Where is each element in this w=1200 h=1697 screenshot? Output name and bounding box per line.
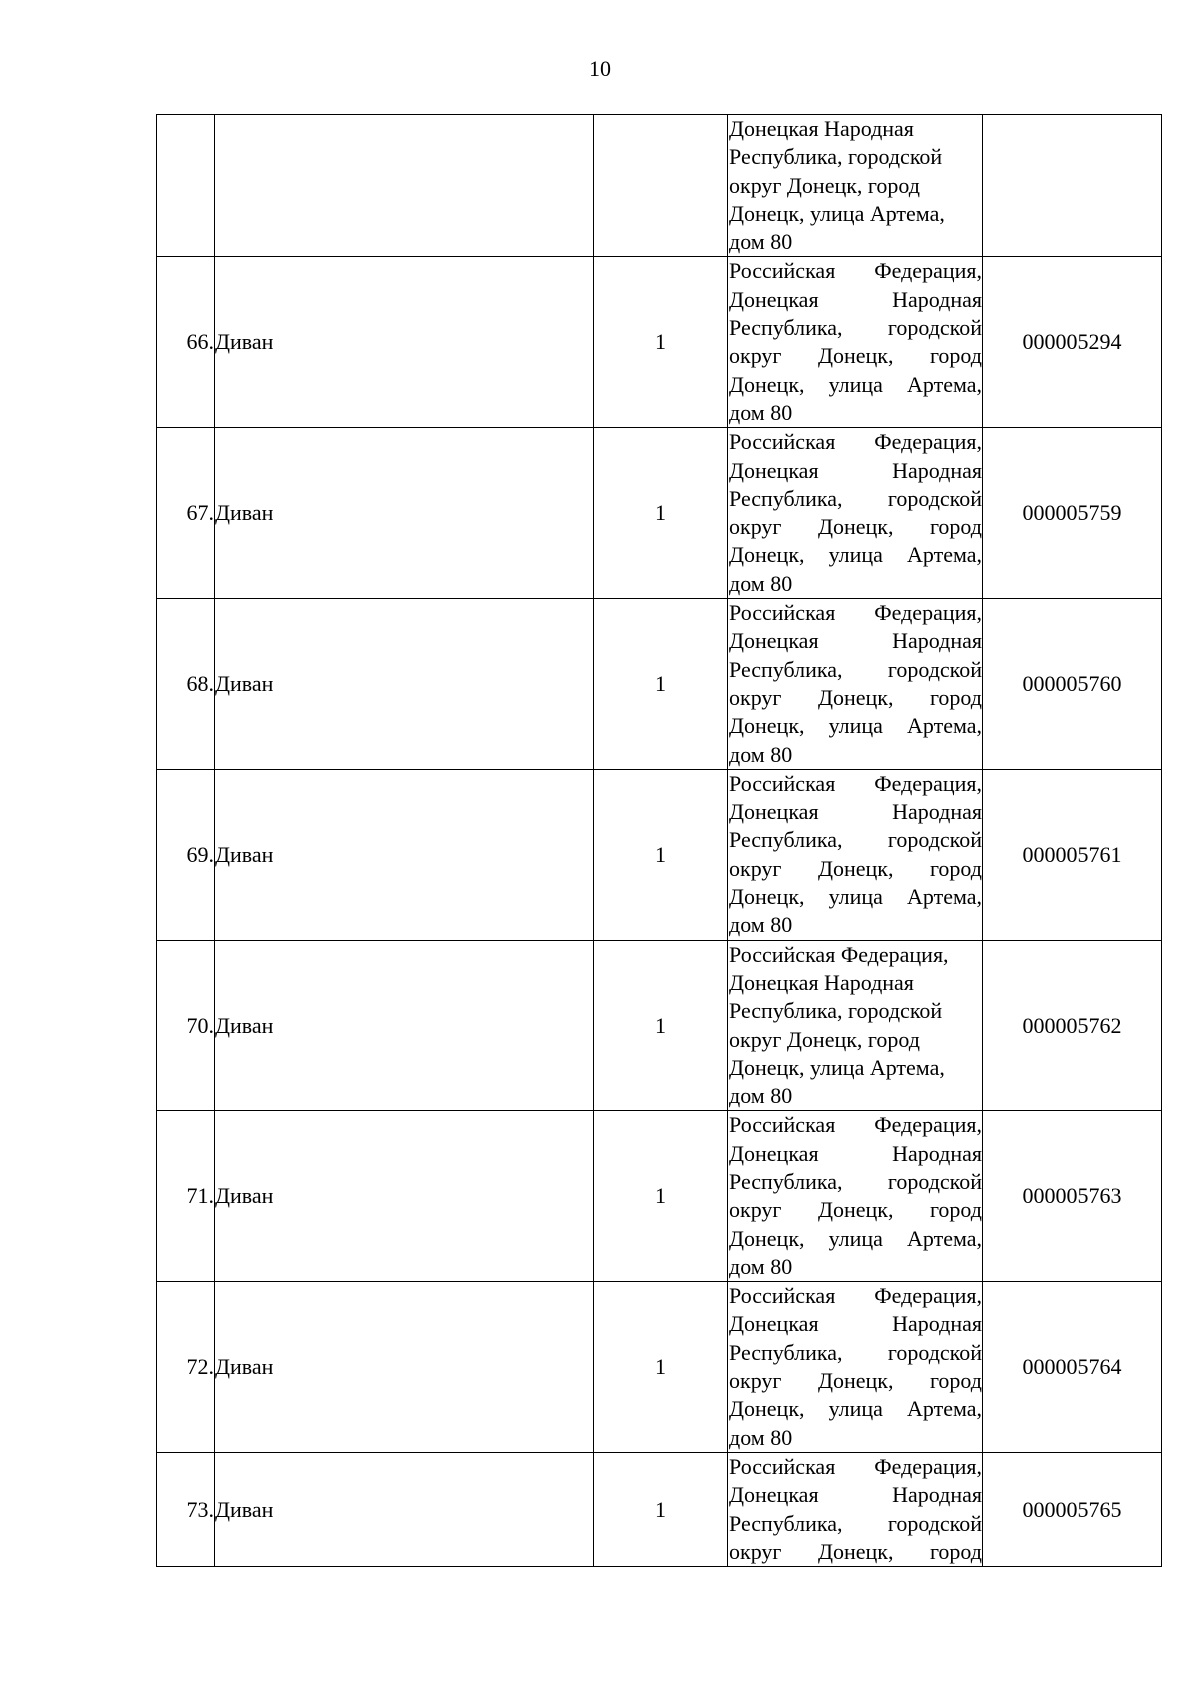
table-row: [157, 599, 1162, 770]
quantity-cell: 1: [594, 257, 728, 428]
table-row-continued: [157, 115, 1162, 257]
table-row: [157, 1111, 1162, 1282]
inventory-number-cell: 000005765: [983, 1452, 1162, 1566]
item-name-cell: Диван: [215, 1282, 594, 1453]
address-line: Российская Федерация,: [729, 1453, 982, 1479]
address-cell: [728, 1111, 983, 1282]
address-line: Республика, городской: [729, 315, 982, 341]
table-row: [157, 940, 1162, 1111]
item-name-cell: Диван: [215, 599, 594, 770]
address-line: Донецк, улица Артема,: [729, 371, 982, 397]
row-number-cell: 70.: [157, 940, 215, 1111]
address-cell: [728, 257, 983, 428]
row-number-cell: 66.: [157, 257, 215, 428]
address-cell: [728, 428, 983, 599]
address-line: Донецк, улица Артема,: [729, 1225, 982, 1251]
inventory-number-cell: 000005759: [983, 428, 1162, 599]
address-line: Республика, городской: [729, 1339, 982, 1365]
address-line: дом 80: [729, 229, 793, 255]
address-line: дом 80: [729, 570, 793, 596]
quantity-cell: 1: [594, 940, 728, 1111]
address-line: дом 80: [729, 1083, 793, 1109]
inventory-number-cell: [983, 115, 1162, 257]
row-number-cell: [157, 115, 215, 257]
address-line: Донецкая Народная: [729, 116, 914, 141]
row-number-cell: 69.: [157, 769, 215, 940]
address-text: [728, 1111, 982, 1281]
address-line: Донецкая Народная: [729, 1311, 982, 1337]
inventory-number-cell: 000005760: [983, 599, 1162, 770]
inventory-number-cell: 000005762: [983, 940, 1162, 1111]
address-line: Российская Федерация,: [729, 258, 982, 284]
item-name-cell: Диван: [215, 1452, 594, 1566]
address-text: [728, 941, 982, 1111]
address-text: [728, 428, 982, 598]
address-line: Донецкая Народная: [729, 286, 982, 312]
quantity-cell: 1: [594, 1452, 728, 1566]
address-line: округ Донецк, город: [729, 172, 920, 198]
quantity-cell: 1: [594, 769, 728, 940]
address-line: Российская Федерация,: [729, 1283, 982, 1309]
address-cell: [728, 1452, 983, 1566]
address-line: Российская Федерация,: [729, 770, 982, 796]
address-line: округ Донецк, город: [729, 684, 982, 710]
address-line: Донецкая Народная: [729, 628, 982, 654]
row-number-cell: 71.: [157, 1111, 215, 1282]
quantity-cell: 1: [594, 1282, 728, 1453]
address-line: Республика, городской: [729, 485, 982, 511]
address-line: Донецкая Народная: [729, 799, 982, 825]
item-name-cell: Диван: [215, 1111, 594, 1282]
address-line: Донецкая Народная: [729, 1140, 982, 1166]
address-line: Республика, городской: [729, 998, 943, 1024]
address-line: дом 80: [729, 399, 793, 425]
address-line: Российская Федерация,: [729, 600, 982, 626]
inventory-number-cell: 000005763: [983, 1111, 1162, 1282]
address-line: Российская Федерация,: [729, 941, 949, 967]
table-row: [157, 1282, 1162, 1453]
address-line: Донецкая Народная: [729, 457, 982, 483]
address-line: Донецк, улица Артема,: [729, 200, 945, 226]
address-line: Республика, городской: [729, 656, 982, 682]
address-line: Республика, городской: [729, 827, 982, 853]
address-cell: [728, 599, 983, 770]
inventory-number-cell: 000005764: [983, 1282, 1162, 1453]
address-text: [728, 115, 982, 256]
address-line: дом 80: [729, 741, 793, 767]
address-line: округ Донецк, город: [729, 1026, 920, 1052]
quantity-cell: [594, 115, 728, 257]
address-line: Республика, городской: [729, 1168, 982, 1194]
item-name-cell: [215, 115, 594, 257]
address-line: дом 80: [729, 1253, 793, 1279]
address-line: Российская Федерация,: [729, 1112, 982, 1138]
address-line: Российская Федерация,: [729, 429, 982, 455]
address-line: округ Донецк, город: [729, 343, 982, 369]
address-line: Донецкая Народная: [729, 969, 914, 995]
table-row: [157, 257, 1162, 428]
table-row: [157, 1452, 1162, 1566]
address-line: Республика, городской: [729, 1510, 982, 1536]
address-line: Донецк, улица Артема,: [729, 1054, 945, 1080]
row-number-cell: 73.: [157, 1452, 215, 1566]
address-line: округ Донецк, город: [729, 1197, 982, 1223]
page-number: 10: [589, 56, 611, 81]
address-text: [728, 1282, 982, 1452]
quantity-cell: 1: [594, 599, 728, 770]
item-name-cell: Диван: [215, 257, 594, 428]
address-text: [728, 257, 982, 427]
address-text: [728, 599, 982, 769]
address-line: округ Донецк, город: [729, 855, 982, 881]
address-line: округ Донецк, город: [729, 514, 982, 540]
row-number-cell: 72.: [157, 1282, 215, 1453]
address-cell: [728, 115, 983, 257]
address-line: дом 80: [729, 912, 793, 938]
item-name-cell: Диван: [215, 769, 594, 940]
address-line: округ Донецк, город: [729, 1368, 982, 1394]
address-line: Донецк, улица Артема,: [729, 1396, 982, 1422]
inventory-number-cell: 000005294: [983, 257, 1162, 428]
address-line: дом 80: [729, 1424, 793, 1450]
address-line: Донецк, улица Артема,: [729, 884, 982, 910]
address-line: Донецк, улица Артема,: [729, 713, 982, 739]
address-cell: [728, 769, 983, 940]
address-line: Республика, городской: [729, 144, 943, 170]
item-name-cell: Диван: [215, 428, 594, 599]
table-row: [157, 769, 1162, 940]
quantity-cell: 1: [594, 428, 728, 599]
row-number-cell: 68.: [157, 599, 215, 770]
inventory-table: [156, 114, 1162, 1567]
inventory-number-cell: 000005761: [983, 769, 1162, 940]
address-text: [728, 770, 982, 940]
quantity-cell: 1: [594, 1111, 728, 1282]
table-row: [157, 428, 1162, 599]
address-cell: [728, 1282, 983, 1453]
row-number-cell: 67.: [157, 428, 215, 599]
address-text: [728, 1453, 982, 1566]
address-cell: [728, 940, 983, 1111]
address-line: Донецкая Народная: [729, 1482, 982, 1508]
address-line: Донецк, улица Артема,: [729, 542, 982, 568]
address-line: округ Донецк, город: [729, 1538, 982, 1564]
item-name-cell: Диван: [215, 940, 594, 1111]
